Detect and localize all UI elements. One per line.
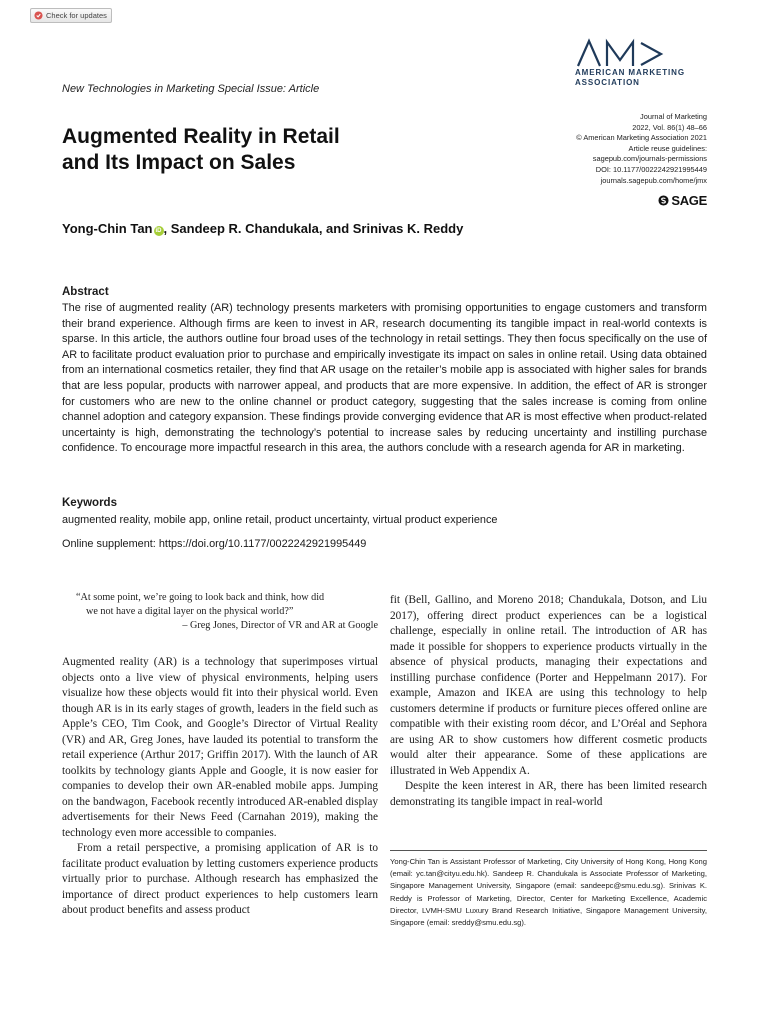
abstract-text: The rise of augmented reality (AR) technology presents marketers with promising opportunities to engage customers and transform their brand experience. Although firms are keen to invest in AR, research documenting its tangible impact in real-world contexts is sparse. In this article, the authors outline four broad uses of the technology in retail settings. They then focus specifically on the use of AR to facilitate product evaluation prior to purchase and empirically investigate its impact on sales in online retail. Using data obtained from an international cosmetics retailer, they find that AR usage on the retailer’s mobile app is associated with higher sales for brands that are less popular, products with narrower appeal, and products that are more expensive. In addition, the effect of AR is stronger for customers who are new to the online channel or product category, suggesting that the sales increase is coming from online channel adoption and category expansion. These findings provide converging evidence that AR is most effective when product-related uncertainty is high, demonstrating the technology’s potential to increase sales by reducing uncertainty and instilling purchase confidence. To encourage more impactful research in this area, the authors conclude with a research agenda for AR in marketing. <box>62 302 707 455</box>
ama-logo-line-1: AMERICAN MARKETING <box>575 68 685 77</box>
article-title-line-1: Augmented Reality in Retail <box>62 125 340 148</box>
ama-logo <box>575 38 710 88</box>
ama-logo-line-2: ASSOCIATION <box>575 78 640 87</box>
keywords-text: augmented reality, mobile app, online retail, product uncertainty, virtual product experience <box>62 514 498 526</box>
check-for-updates-button[interactable] <box>30 8 112 23</box>
orcid-icon[interactable]: iD <box>155 228 162 234</box>
online-supplement-link[interactable]: Online supplement: https://doi.org/10.1177/0022242921995449 <box>62 538 367 550</box>
sage-s-icon <box>658 195 669 206</box>
author-list <box>62 221 463 236</box>
body-column-left <box>62 655 378 919</box>
epigraph-line-2: we not have a digital layer on the physical world?” <box>86 606 294 617</box>
check-updates-icon <box>34 11 43 20</box>
body-paragraph: Augmented reality (AR) is a technology that superimposes virtual objects onto a live view of physical environments, helping users visualize how these objects would fit into their physical world. Even though AR is in its early stages of growth, leaders in the field such as Apple’s CEO, Tim Cook, and Google’s Director of Virtual Reality (VR) and AR, Greg Jones, have lauded its potential to transform the retail experience (Arthur 2017; Griffin 2017). With the launch of AR toolkits by technology giants Apple and Google, it is now easier for companies to develop their own AR-enabled mobile apps. Jumping on the bandwagon, Facebook recently introduced AR-enabled display advertisements for their News Feed (Carnahan 2019), making the technology even more accessible to companies. <box>62 656 378 839</box>
body-paragraph: fit (Bell, Gallino, and Moreno 2018; Chandukala, Dotson, and Liu 2017), offering direct product experiences can be a logistical challenge, especially in online retail. The introduction of AR has made it possible for shoppers to experience products virtually in the absence of physical products, managing their expectations and instilling purchase confidence (Porter and Heppelmann 2017). For example, Amazon and IKEA are using this technology to help customers determine if products or furniture pieces offered online are compatible with their existing room décor, and L’Oréal and Sephora are using AR to show customers how different cosmetic products would alter their appearance. Some of these applications are illustrated in Web Appendix A. <box>390 594 707 777</box>
article-title-line-2: and Its Impact on Sales <box>62 151 296 174</box>
journal-home-link[interactable]: journals.sagepub.com/home/jmx <box>600 175 707 185</box>
footnote-divider <box>390 850 707 851</box>
epigraph-attribution: – Greg Jones, Director of VR and AR at Google <box>182 620 378 631</box>
article-title <box>62 124 392 176</box>
body-paragraph: Despite the keen interest in AR, there has been limited research demonstrating its tangible impact in real-world <box>390 780 707 808</box>
keywords-heading: Keywords <box>62 497 117 509</box>
author-affiliations-footnote: Yong-Chin Tan is Assistant Professor of Marketing, City University of Hong Kong, Hong Kong (email: yc.tan@cityu.edu.hk). Sandeep R. Chandukala is Associate Professor of Marketing, Singapore Management University, Singapore (email: sandeepc@smu.edu.sg). Srinivas K. Reddy is Professor of Marketing, Director, Center for Marketing Excellence, Academic Director, LVMH-SMU Luxury Brand Research Initiative, Singapore Management University, Singapore (email: sreddy@smu.edu.sg). <box>390 857 707 928</box>
journal-info <box>576 112 707 186</box>
author-rest: , Sandeep R. Chandukala, and Srinivas K. Reddy <box>163 221 464 236</box>
journal-copyright: © American Marketing Association 2021 <box>576 133 707 143</box>
journal-name: Journal of Marketing <box>640 112 707 121</box>
abstract-heading: Abstract <box>62 286 109 298</box>
doi-link[interactable]: DOI: 10.1177/0022242921995449 <box>595 164 707 174</box>
article-type-kicker: New Technologies in Marketing Special Issue: Article <box>62 83 320 95</box>
ama-logo-mark <box>575 38 665 68</box>
body-paragraph: From a retail perspective, a promising application of AR is to facilitate product evaluation by letting customers experience products virtually prior to purchase. Although research has emphasized the importance of direct product experiences to help customers learn about product benefits and assess product <box>62 842 378 916</box>
sage-logo <box>658 193 707 208</box>
epigraph-line-1: “At some point, we’re going to look back and think, how did <box>76 592 325 603</box>
epigraph <box>62 591 378 633</box>
body-column-right <box>390 593 707 810</box>
check-for-updates-label: Check for updates <box>46 11 107 20</box>
permissions-link[interactable]: sagepub.com/journals-permissions <box>592 154 707 164</box>
sage-label: SAGE <box>671 193 707 208</box>
reuse-guidelines-label: Article reuse guidelines: <box>628 143 707 153</box>
author-first[interactable]: Yong-Chin Tan <box>62 221 153 236</box>
journal-volume: 2022, Vol. 86(1) 48–66 <box>632 122 707 132</box>
